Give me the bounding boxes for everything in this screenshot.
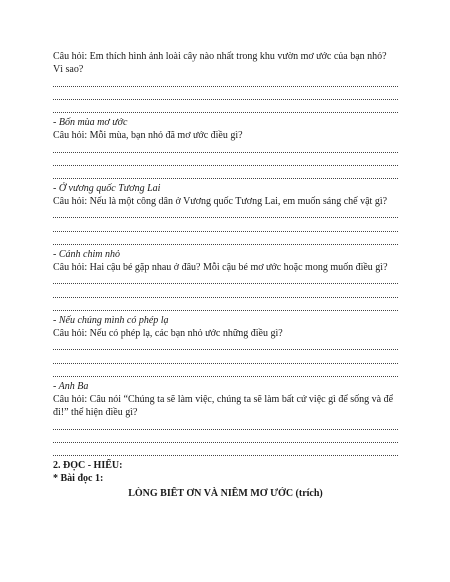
question-block [53,380,398,459]
answer-line[interactable] [53,274,398,287]
answer-line[interactable] [53,169,398,182]
question-text: Câu hỏi: Mỗi mùa, bạn nhỏ đã mơ ước điều gì? [53,130,243,142]
answer-line[interactable] [53,419,398,432]
question-block [53,182,398,248]
question-block [53,314,398,380]
worksheet-page [53,50,398,500]
answer-line[interactable] [53,208,398,221]
topic-title: - Bốn mùa mơ ước [53,116,128,128]
topic-title: - Anh Ba [53,380,89,392]
answer-line[interactable] [53,446,398,459]
answer-line[interactable] [53,156,398,169]
answer-line[interactable] [53,353,398,366]
question-block [53,50,398,116]
answer-line[interactable] [53,221,398,234]
question-text: Câu hỏi: Nếu là một công dân ở Vương quốc Tương Lai, em muốn sáng chế vật gì? [53,196,388,208]
question-block [53,248,398,314]
answer-line[interactable] [53,103,398,116]
answer-line[interactable] [53,340,398,353]
answer-line[interactable] [53,287,398,300]
topic-title: - Cánh chim nhỏ [53,248,120,260]
answer-line[interactable] [53,76,398,89]
answer-line[interactable] [53,235,398,248]
reading-label: * Bài đọc 1: [53,473,104,485]
answer-line[interactable] [53,301,398,314]
question-text: Câu hỏi: Nếu có phép lạ, các bạn nhỏ ước những điều gì? [53,327,283,339]
answer-line[interactable] [53,367,398,380]
question-text: Câu hỏi: Em thích hình ảnh loài cây nào nhất trong khu vườn mơ ước của bạn nhỏ? Vì sao? [53,51,387,76]
answer-line[interactable] [53,90,398,103]
section-heading: 2. ĐỌC - HIỂU: [53,459,123,471]
answer-line[interactable] [53,433,398,446]
question-block [53,116,398,182]
question-text: Câu hỏi: Câu nói “Chúng ta sẽ làm việc, chúng ta sẽ làm bất cứ việc gì để sống và để đi!” thể hiện điều gì? [53,393,394,419]
question-text: Câu hỏi: Hai cậu bé gặp nhau ở đâu? Mỗi cậu bé mơ ước hoặc mong muốn điều gì? [53,262,388,274]
topic-title: - Ở vương quốc Tương Lai [53,182,161,194]
answer-line[interactable] [53,142,398,155]
reading-title: LÒNG BIẾT ƠN VÀ NIỀM MƠ ƯỚC (trích) [128,488,323,500]
topic-title: - Nếu chúng mình có phép lạ [53,314,169,326]
